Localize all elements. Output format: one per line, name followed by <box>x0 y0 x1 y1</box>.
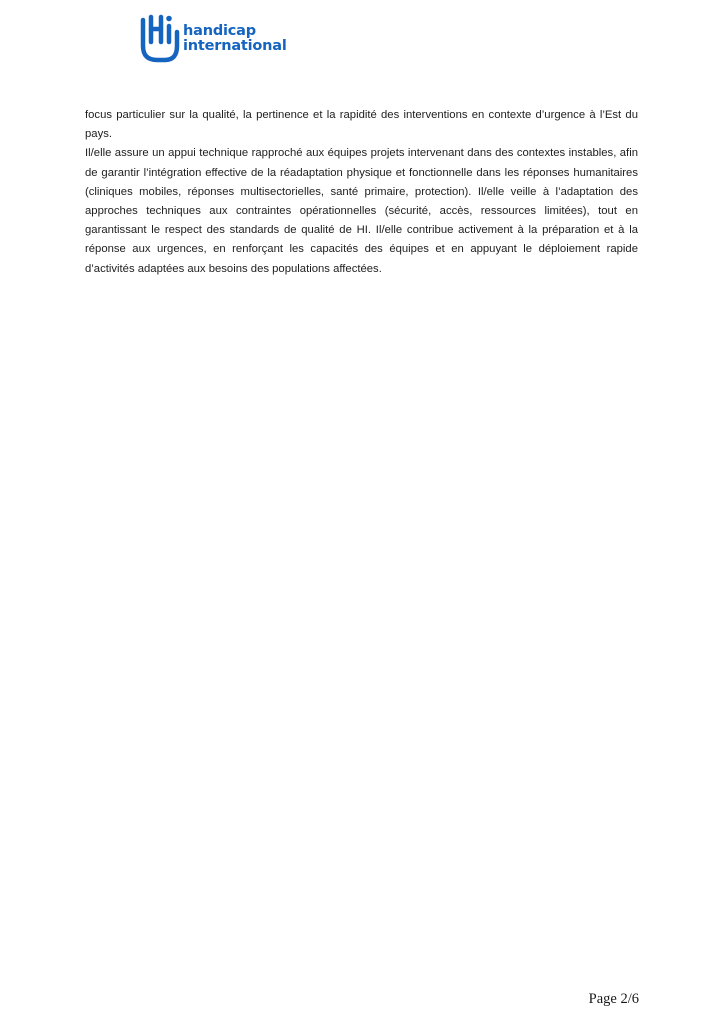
paragraph-2: Il/elle assure un appui technique rapproché aux équipes projets intervenant dans des contextes instables, afin de garantir l’intégration effective de la réadaptation physique et fonctionnelle dans les réponses humanitaires (cliniques mobiles, réponses multisectorielles, santé primaire, protection). Il/elle veille à l’adaptation des approches techniques aux contraintes opérationnelles (sécurité, accès, ressources limitées), tout en garantissant le respect des standards de qualité de HI. Il/elle contribue activement à la préparation et à la réponse aux urgences, en renforçant les capacités des équipes et en appuyant le déploiement rapide d’activités adaptées aux besoins des populations affectées. <box>85 147 638 275</box>
logo-line-2: international <box>183 38 287 54</box>
hi-hand-logo-icon <box>137 12 183 66</box>
logo-wordmark <box>183 24 287 54</box>
page-number: Page 2/6 <box>588 991 639 1007</box>
handicap-international-logo <box>137 12 297 66</box>
paragraph-1: focus particulier sur la qualité, la pertinence et la rapidité des interventions en contexte d’urgence à l’Est du pays. <box>85 109 638 141</box>
logo-line-1: handicap <box>183 23 256 39</box>
document-body <box>85 106 638 279</box>
